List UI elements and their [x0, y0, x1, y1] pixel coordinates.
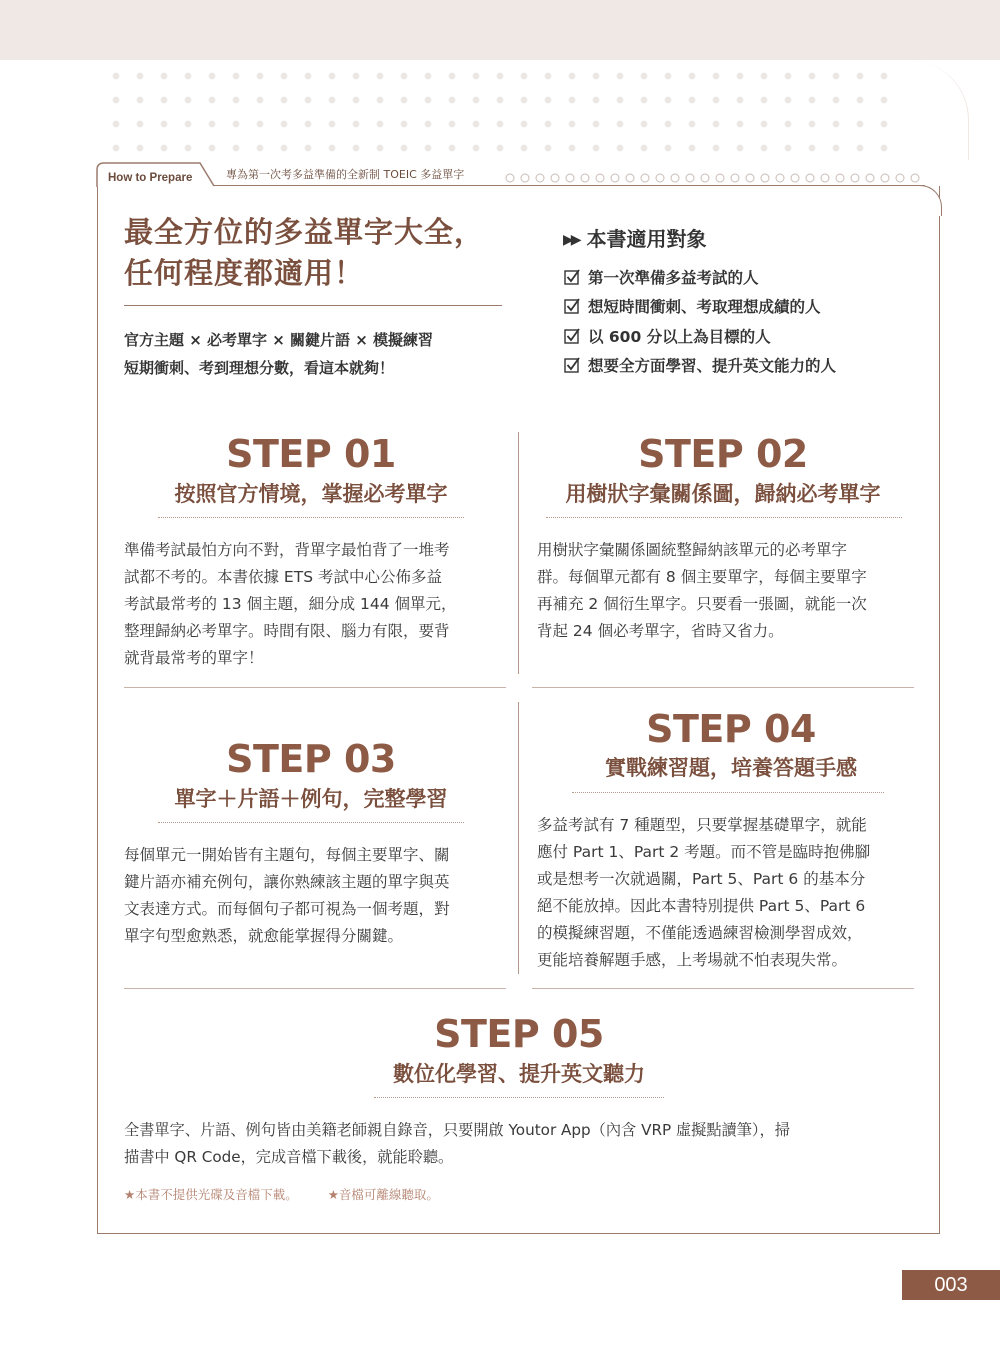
step-01-line: 整理歸納必考單字。時間有限、腦力有限，要背: [124, 622, 450, 640]
step-02-line: 背起 24 個必考單字，省時又省力。: [537, 622, 784, 640]
step-04-label: STEP 04: [646, 707, 816, 751]
step-01-line: 就背最常考的單字！: [124, 649, 264, 667]
target-item: [564, 321, 836, 351]
target-title: [563, 223, 707, 252]
target-item-text: 想短時間衝刺、考取理想成績的人: [588, 298, 821, 317]
step-02-body: [537, 537, 917, 645]
step-04-line: 絕不能放掉。因此本書特別提供 Part 5、Part 6: [537, 897, 866, 915]
step-05-title: 數位化學習、提升英文聽力: [393, 1062, 645, 1086]
target-list: [564, 262, 836, 380]
page-number: 003: [902, 1270, 1000, 1300]
headline-line-2: 任何程度都適用！: [124, 256, 365, 290]
step-03-label: STEP 03: [226, 737, 396, 781]
step-01-title: 按照官方情境，掌握必考單字: [174, 482, 448, 506]
step-03-line: 鍵片語亦補充例句，讓你熟練該主題的單字與英: [124, 873, 450, 891]
step-02-title: 用樹狀字彙關係圖，歸納必考單字: [565, 482, 881, 506]
top-band: [0, 0, 1000, 60]
section-divider: [532, 988, 914, 989]
step-04-line: 多益考試有 7 種題型，只要掌握基礎單字，就能: [537, 816, 867, 834]
tagline-line-2: 短期衝刺、考到理想分數，看這本就夠！: [124, 359, 395, 377]
step-05-line: 全書單字、片語、例句皆由美籍老師親自錄音，只要開啟 Youtor App（內含 VRP 虛擬點讀筆），掃: [124, 1121, 790, 1139]
step-01-label: STEP 01: [226, 432, 396, 476]
step-03-dotted-rule: [158, 822, 464, 823]
step-03-title: 單字＋片語＋例句，完整學習: [174, 787, 448, 811]
section-divider: [124, 988, 506, 989]
step-01-dotted-rule: [158, 517, 464, 518]
step-05-dotted-rule: [374, 1097, 664, 1098]
step-02-label: STEP 02: [638, 432, 808, 476]
step-02-line: 再補充 2 個衍生單字。只要看一張圖，就能一次: [537, 595, 867, 613]
tagline-line-1: 官方主題 × 必考單字 × 關鍵片語 × 模擬練習: [124, 331, 434, 349]
target-item-text: 以 600 分以上為目標的人: [588, 327, 771, 346]
checkbox-checked-icon: [564, 269, 580, 285]
step-04-line: 的模擬練習題，不僅能透過練習檢測學習成效，: [537, 924, 863, 942]
step-04-dotted-rule: [572, 792, 884, 793]
footnote: ★音檔可離線聽取。: [327, 1187, 439, 1202]
double-arrow-icon: ▶▶: [563, 232, 579, 248]
step-03-line: 單字句型愈熟悉，就愈能掌握得分關鍵。: [124, 927, 404, 945]
checkbox-checked-icon: [564, 357, 580, 373]
step-03-line: 每個單元一開始皆有主題句，每個主要單字、關: [124, 846, 450, 864]
column-divider: [518, 702, 519, 974]
main-headline: [124, 212, 524, 294]
step-02-dotted-rule: [546, 517, 902, 518]
tab-label: How to Prepare: [108, 172, 193, 184]
step-03-body: [124, 842, 514, 950]
target-item: [564, 351, 836, 381]
target-item: [564, 292, 836, 322]
step-02-line: 群。每個單元都有 8 個主要單字，每個主要單字: [537, 568, 867, 586]
step-01-line: 試都不考的。本書依據 ETS 考試中心公佈多益: [124, 568, 442, 586]
step-01-body: [124, 537, 514, 672]
step-04-title: 實戰練習題，培養答題手感: [605, 756, 857, 780]
target-item-text: 第一次準備多益考試的人: [588, 268, 759, 287]
step-05-line: 描書中 QR Code，完成音檔下載後，就能聆聽。: [124, 1148, 454, 1166]
column-divider: [518, 432, 519, 674]
step-04-line: 或是想考一次就過關，Part 5、Part 6 的基本分: [537, 870, 866, 888]
step-05-body: [124, 1117, 924, 1171]
step-01-line: 考試最常考的 13 個主題，細分成 144 個單元，: [124, 595, 457, 613]
section-divider: [124, 687, 506, 688]
headline-line-1: 最全方位的多益單字大全，: [124, 215, 485, 249]
frame-top-line: [210, 185, 925, 186]
tagline: [124, 326, 433, 382]
section-divider: [532, 687, 914, 688]
step-03-line: 文表達方式。而每個句子都可視為一個考題，對: [124, 900, 450, 918]
step-05-label: STEP 05: [434, 1012, 604, 1056]
step-01-line: 準備考試最怕方向不對，背單字最怕背了一堆考: [124, 541, 450, 559]
footnote: ★本書不提供光碟及音檔下載。: [124, 1187, 298, 1202]
checkbox-checked-icon: [564, 328, 580, 344]
step-04-body: [537, 812, 922, 974]
book-subtitle: 專為第一次考多益準備的全新制 TOEIC 多益單字: [226, 168, 465, 181]
step-02-line: 用樹狀字彙關係圖統整歸納該單元的必考單字: [537, 541, 848, 559]
target-item-text: 想要全方面學習、提升英文能力的人: [588, 357, 837, 376]
circle-decoration: [505, 172, 925, 184]
target-title-text: 本書適用對象: [586, 227, 707, 251]
dot-pattern: [104, 64, 904, 160]
footnotes: [124, 1185, 465, 1203]
checkbox-checked-icon: [564, 298, 580, 314]
headline-rule: [124, 305, 502, 306]
step-04-line: 應付 Part 1、Part 2 考題。而不管是臨時抱佛腳: [537, 843, 871, 861]
target-item: [564, 262, 836, 292]
step-04-line: 更能培養解題手感，上考場就不怕表現失常。: [537, 951, 848, 969]
